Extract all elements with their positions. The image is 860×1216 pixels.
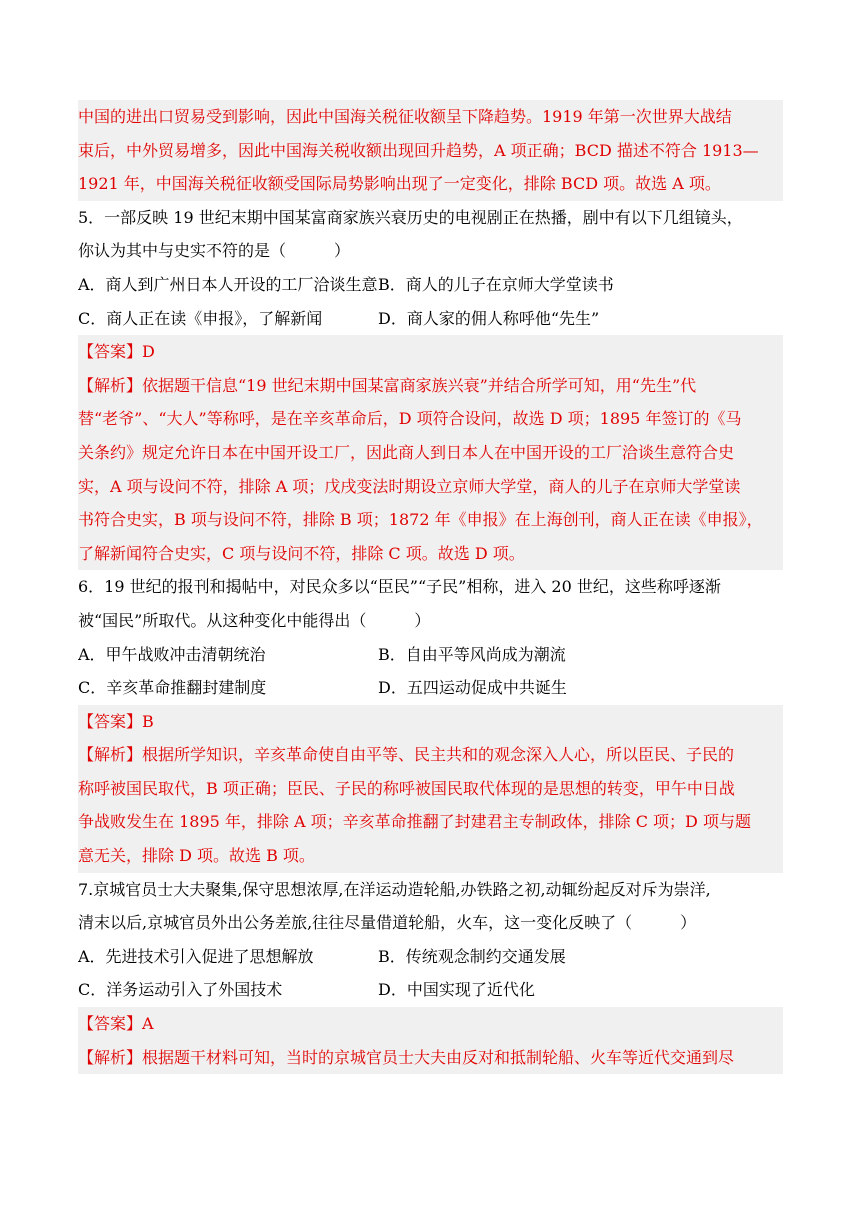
option-a: A．甲午战败冲击清朝统治 [78,644,266,664]
analysis-line: 中国的进出口贸易受到影响，因此中国海关税征收额呈下降趋势。1919 年第一次世界大战结 [78,107,732,126]
options-row [78,671,783,705]
option-c: C．商人正在读《申报》，了解新闻 [78,308,323,328]
option-c: C．洋务运动引入了外国技术 [78,980,283,1000]
analysis-line: 替“老爷”、“大人”等称呼，是在辛亥革命后，D 项符合设问，故选 D 项；1895 年签订的《马 [78,409,742,429]
previous-analysis-continued [78,100,783,201]
analysis-line: 意无关，排除 D 项。故选 B 项。 [78,846,315,866]
analysis-line: 【解析】根据题干材料可知，当时的京城官员士大夫由反对和抵制轮船、火车等近代交通到尽 [78,1047,735,1067]
analysis-line: 了解新闻符合史实，C 项与设问不符，排除 C 项。故选 D 项。 [78,543,525,563]
option-a: A．商人到广州日本人开设的工厂洽谈生意 [78,274,378,294]
question-stem-line: 6．19 世纪的报刊和揭帖中，对民众多以“臣民”“子民”相称，进入 20 世纪，这些称呼逐渐 [78,577,721,597]
option-d: D．中国实现了近代化 [378,980,535,1000]
document-page [78,100,783,1074]
answer-block [78,335,783,570]
options-row [78,940,783,974]
option-b: B．商人的儿子在京师大学堂读书 [378,274,614,294]
question-6 [78,570,783,872]
answer-label: 【答案】D [78,342,155,362]
analysis-line: 束后，中外贸易增多，因此中国海关税收额出现回升趋势，A 项正确；BCD 描述不符合 1913— [78,140,759,160]
option-d: D．五四运动促成中共诞生 [378,678,567,698]
analysis-line: 争战败发生在 1895 年，排除 A 项；辛亥革命推翻了封建君主专制政体，排除 C 项；D 项与题 [78,812,751,832]
option-a: A．先进技术引入促进了思想解放 [78,946,314,966]
question-stem-line: 清末以后,京城官员外出公务差旅,往往尽量借道轮船，火车，这一变化反映了（ ） [78,913,697,933]
options-row [78,302,783,336]
answer-label: 【答案】B [78,711,154,731]
option-b: B．传统观念制约交通发展 [378,946,566,966]
analysis-line: 关条约》规定允许日本在中国开设工厂，因此商人到日本人在中国开设的工厂洽谈生意符合史 [78,442,735,462]
analysis-line: 【解析】根据所学知识，辛亥革命使自由平等、民主共和的观念深入人心，所以臣民、子民的 [78,745,735,765]
options-row [78,973,783,1007]
question-stem-line: 5．一部反映 19 世纪末期中国某富商家族兴衰历史的电视剧正在热播，剧中有以下几组镜头， [78,207,743,227]
question-stem-line: 7.京城官员士大夫聚集,保守思想浓厚,在洋运动造轮船,办铁路之初,动辄纷起反对斥为崇洋, [78,879,711,899]
options-row [78,638,783,672]
option-b: B．自由平等风尚成为潮流 [378,644,566,664]
question-7 [78,873,783,1075]
answer-block [78,1007,783,1074]
option-c: C．辛亥革命推翻封建制度 [78,678,267,698]
analysis-line: 1921 年，中国海关税征收额受国际局势影响出现了一定变化，排除 BCD 项。故选 A 项。 [78,174,721,194]
analysis-line: 【解析】依据题干信息“19 世纪末期中国某富商家族兴衰”并结合所学可知，用“先生”代 [78,375,697,395]
analysis-line: 称呼被国民取代，B 项正确；臣民、子民的称呼被国民取代体现的是思想的转变，甲午中日战 [78,778,735,798]
question-5 [78,201,783,571]
analysis-line: 实，A 项与设问不符，排除 A 项；戊戌变法时期设立京师大学堂，商人的儿子在京师大学堂读 [78,476,741,496]
options-row [78,268,783,302]
answer-block [78,705,783,873]
analysis-line: 书符合史实，B 项与设问不符，排除 B 项；1872 年《申报》在上海创刊，商人正在读《申报》， [78,510,763,530]
question-stem-line: 被“国民”所取代。从这种变化中能得出（ ） [78,610,431,630]
answer-label: 【答案】A [78,1014,154,1034]
question-stem-line: 你认为其中与史实不符的是（ ） [78,241,351,261]
option-d: D．商人家的佣人称呼他“先生” [378,308,600,328]
